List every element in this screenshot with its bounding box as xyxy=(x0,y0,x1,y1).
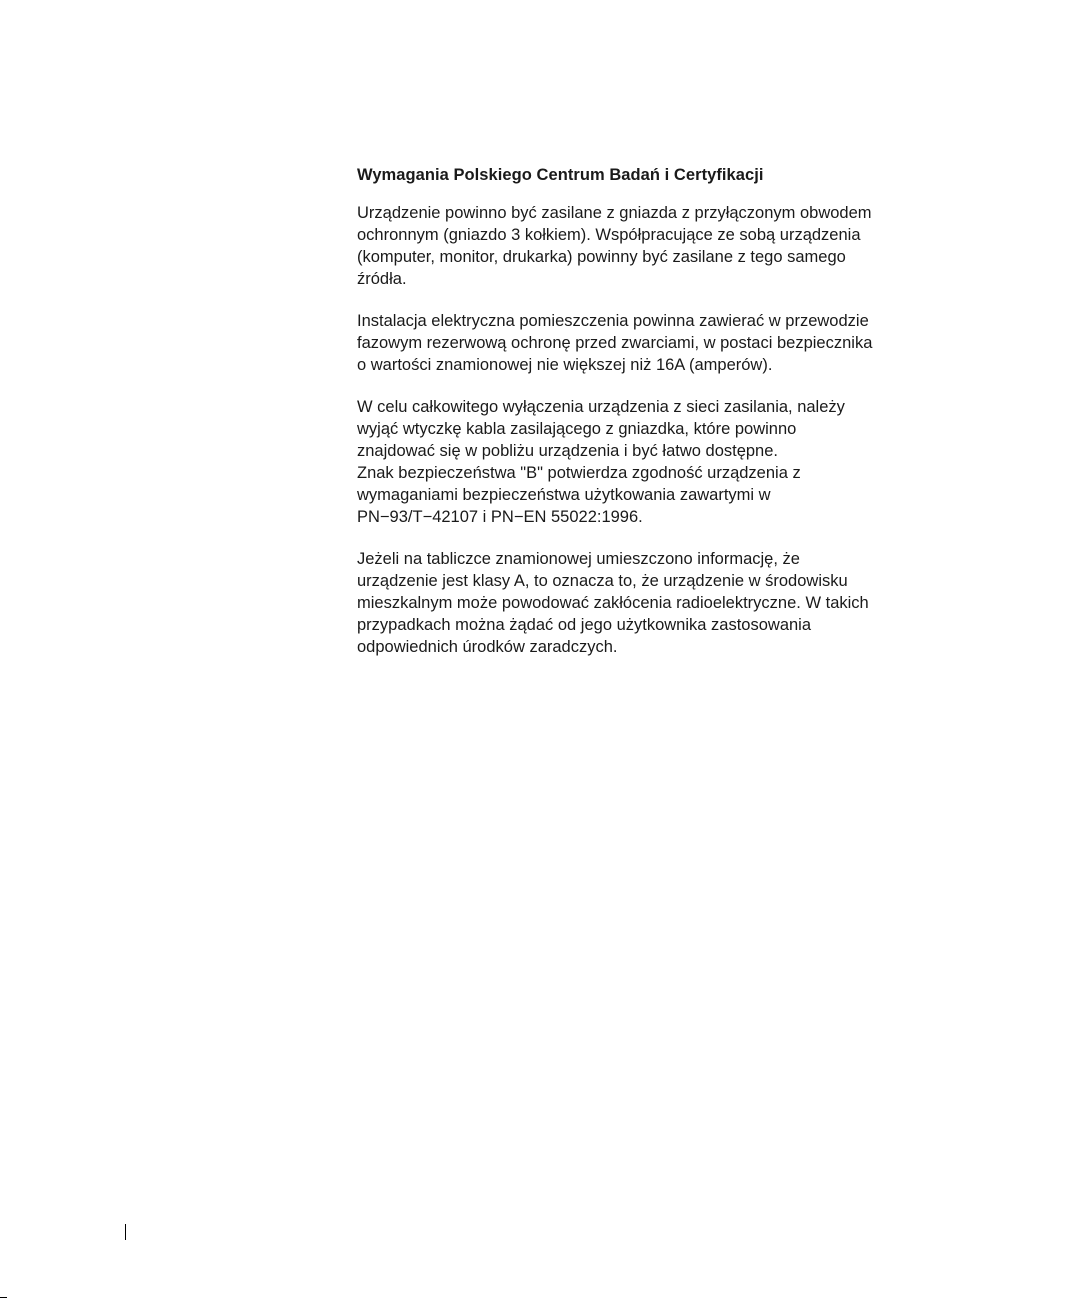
text-line: ochronnym (gniazdo 3 kołkiem). Współpracujące ze sobą urządzenia xyxy=(357,226,861,244)
text-line: (komputer, monitor, drukarka) powinny być zasilane z tego samego xyxy=(357,248,846,266)
page-content xyxy=(357,164,957,678)
paragraph-power-supply xyxy=(357,202,957,290)
text-line: wymaganiami bezpieczeństwa użytkowania zawartymi w xyxy=(357,486,771,504)
margin-bar xyxy=(125,1224,126,1240)
text-line: fazowym rezerwową ochronę przed zwarciami, w postaci bezpiecznika xyxy=(357,334,873,352)
paragraph-electrical-installation xyxy=(357,310,957,376)
text-line: źródła. xyxy=(357,270,407,288)
text-line: Jeżeli na tabliczce znamionowej umieszczono informację, że xyxy=(357,550,800,568)
text-line: PN−93/T−42107 i PN−EN 55022:1996. xyxy=(357,508,643,526)
paragraph-class-a-notice xyxy=(357,548,957,658)
text-line: Urządzenie powinno być zasilane z gniazda z przyłączonym obwodem xyxy=(357,204,872,222)
text-line: mieszkalnym może powodować zakłócenia radioelektryczne. W takich xyxy=(357,594,869,612)
text-line: W celu całkowitego wyłączenia urządzenia z sieci zasilania, należy xyxy=(357,398,845,416)
text-line: odpowiednich úrodków zaradczych. xyxy=(357,638,618,656)
text-line: przypadkach można żądać od jego użytkownika zastosowania xyxy=(357,616,812,634)
corner-tick xyxy=(0,1297,7,1298)
text-line: urządzenie jest klasy A, to oznacza to, że urządzenie w środowisku xyxy=(357,572,848,590)
text-line: znajdować się w pobliżu urządzenia i być łatwo dostępne. xyxy=(357,442,778,460)
section-heading: Wymagania Polskiego Centrum Badań i Certyfikacji xyxy=(357,166,764,184)
paragraph-disconnection-safety xyxy=(357,396,957,528)
text-line: Znak bezpieczeństwa "B" potwierdza zgodność urządzenia z xyxy=(357,464,801,482)
text-line: wyjąć wtyczkę kabla zasilającego z gniazdka, które powinno xyxy=(357,420,797,438)
text-line: Instalacja elektryczna pomieszczenia powinna zawierać w przewodzie xyxy=(357,312,869,330)
text-line: o wartości znamionowej nie większej niż 16A (amperów). xyxy=(357,356,773,374)
